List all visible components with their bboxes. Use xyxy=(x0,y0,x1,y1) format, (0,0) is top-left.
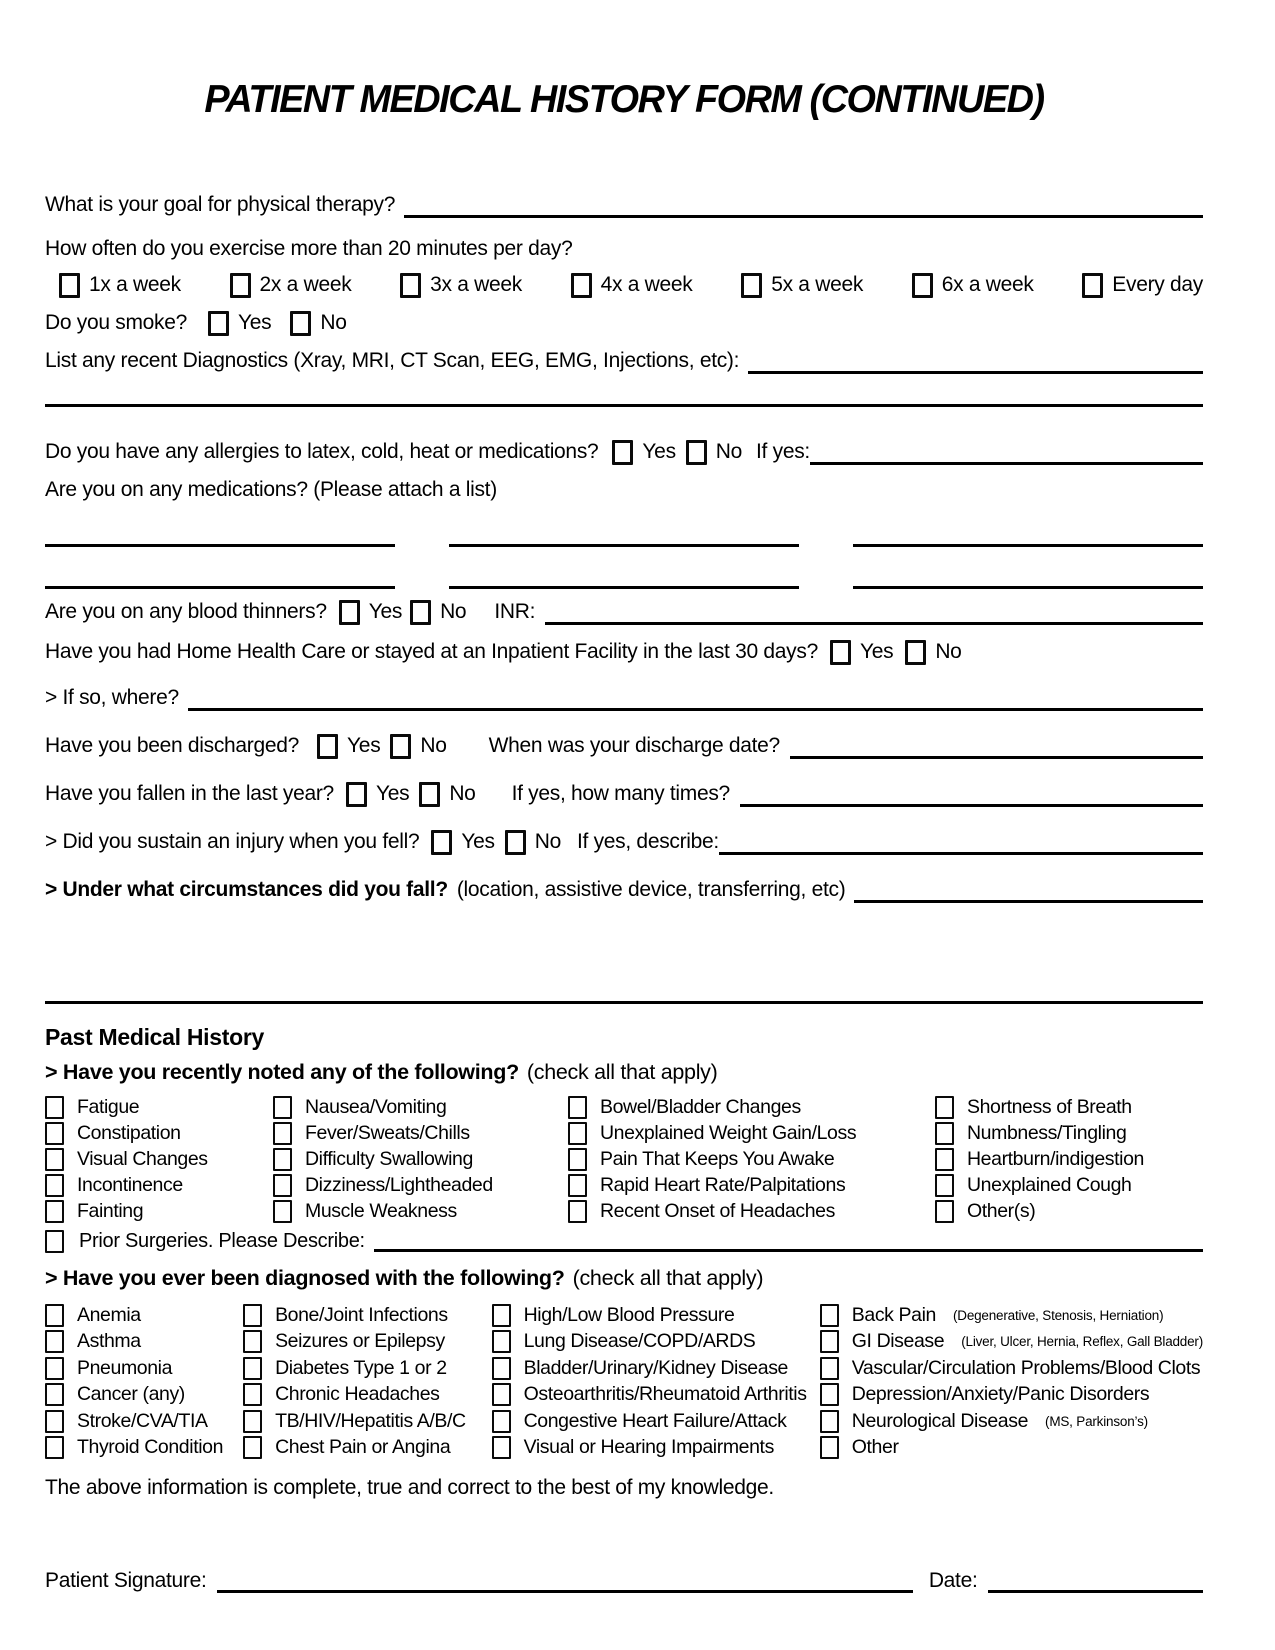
question-blood-thinners-row xyxy=(45,595,1203,629)
noted-question-row xyxy=(45,1056,1203,1088)
option-label: 4x a week xyxy=(600,273,693,296)
yes-label: Yes xyxy=(461,830,495,853)
fallen-times-label: If yes, how many times? xyxy=(511,782,730,805)
yes-label: Yes xyxy=(238,311,272,334)
question-allergies-row xyxy=(45,435,1203,469)
checkbox-thyroid-condition[interactable] xyxy=(45,1436,64,1459)
checkbox-every-day[interactable] xyxy=(1082,273,1103,298)
checkbox-injury-yes[interactable] xyxy=(431,830,452,855)
diagnosed-question-row xyxy=(45,1262,1203,1294)
checklist-item-label: Anemia xyxy=(77,1303,141,1326)
checklist-item-label: Other(s) xyxy=(967,1199,1036,1222)
checkbox-difficulty-swallowing[interactable] xyxy=(273,1148,292,1171)
question-goal-row xyxy=(45,188,1203,222)
checkbox-home-health-yes[interactable] xyxy=(830,640,851,665)
checkbox-fallen-no[interactable] xyxy=(419,782,440,807)
checklist-item xyxy=(45,1198,273,1224)
checklist-item xyxy=(45,1302,243,1329)
no-label: No xyxy=(420,734,447,757)
signature-label: Patient Signature: xyxy=(45,1569,207,1592)
exercise-options-row xyxy=(45,268,1203,302)
question-if-so-where-label: > If so, where? xyxy=(45,686,179,709)
checklist-item xyxy=(492,1382,820,1409)
checklist-item-label: Diabetes Type 1 or 2 xyxy=(275,1356,447,1379)
checklist-item-label: Fatigue xyxy=(77,1095,140,1118)
checklist-item-label: Unexplained Cough xyxy=(967,1173,1132,1196)
checkbox-incontinence[interactable] xyxy=(45,1174,64,1197)
if-so-where-entry-line[interactable] xyxy=(188,685,1203,711)
checkbox-pneumonia[interactable] xyxy=(45,1357,64,1380)
checkbox-shortness-of-breath[interactable] xyxy=(935,1096,954,1119)
checklist-item xyxy=(243,1302,492,1329)
checkbox-depression-anxiety[interactable] xyxy=(820,1383,839,1406)
checklist-item-label: Chest Pain or Angina xyxy=(275,1436,451,1459)
checkbox-discharged-yes[interactable] xyxy=(317,734,338,759)
attestation-row xyxy=(45,1471,1203,1505)
checklist-item xyxy=(45,1120,273,1146)
noted-question-hint: (check all that apply) xyxy=(526,1059,718,1084)
checklist-item xyxy=(820,1355,1203,1382)
checklist-item-label: High/Low Blood Pressure xyxy=(523,1303,735,1326)
checkbox-visual-changes[interactable] xyxy=(45,1148,64,1171)
checkbox-osteoarthritis-rheumatoid[interactable] xyxy=(492,1383,511,1406)
blood-thinners-yes-option xyxy=(339,600,402,625)
question-blood-thinners-label: Are you on any blood thinners? xyxy=(45,600,327,623)
checkbox-stroke-cva-tia[interactable] xyxy=(45,1410,64,1433)
noted-column-2 xyxy=(273,1094,568,1224)
fallen-yes-option xyxy=(346,782,409,807)
checkbox-nausea-vomiting[interactable] xyxy=(273,1096,292,1119)
checklist-item-label: Congestive Heart Failure/Attack xyxy=(523,1409,787,1432)
checklist-item xyxy=(45,1435,243,1462)
checklist-item xyxy=(243,1382,492,1409)
date-entry-line[interactable] xyxy=(988,1563,1203,1593)
checklist-item xyxy=(45,1355,243,1382)
medication-entry-line[interactable] xyxy=(449,517,799,547)
question-smoke-label: Do you smoke? xyxy=(45,311,188,334)
option-label: Every day xyxy=(1112,273,1203,296)
prior-surgeries-row xyxy=(45,1226,1203,1256)
checkbox-prior-surgeries[interactable] xyxy=(45,1230,64,1253)
question-medications-label: Are you on any medications? (Please attach a list) xyxy=(45,478,497,501)
question-allergies-label: Do you have any allergies to latex, cold, heat or medications? xyxy=(45,440,599,463)
noted-checklist xyxy=(45,1094,1203,1224)
checkbox-chronic-headaches[interactable] xyxy=(243,1383,262,1406)
diagnosed-column-1 xyxy=(45,1302,243,1461)
yes-label: Yes xyxy=(642,440,676,463)
checkbox-home-health-no[interactable] xyxy=(905,640,926,665)
checklist-item xyxy=(492,1302,820,1329)
circumstances-entry-line[interactable] xyxy=(854,877,1203,903)
allergies-yes-option xyxy=(612,440,675,465)
checklist-item-detail: (MS, Parkinson’s) xyxy=(1045,1413,1148,1429)
no-label: No xyxy=(440,600,467,623)
checklist-item-label: Thyroid Condition xyxy=(77,1436,224,1459)
signature-row xyxy=(45,1553,1203,1593)
checkbox-heartburn-indigestion[interactable] xyxy=(935,1148,954,1171)
checklist-item-label: Other xyxy=(851,1436,899,1459)
checklist-item xyxy=(568,1198,935,1224)
checklist-item-label: Chronic Headaches xyxy=(275,1383,440,1406)
checklist-item-label: Rapid Heart Rate/Palpitations xyxy=(600,1173,846,1196)
checklist-item-label: Bowel/Bladder Changes xyxy=(600,1095,801,1118)
checklist-item-label: Shortness of Breath xyxy=(967,1095,1132,1118)
discharge-date-label: When was your discharge date? xyxy=(488,734,780,757)
option-label: 5x a week xyxy=(771,273,864,296)
checklist-item-label: Depression/Anxiety/Panic Disorders xyxy=(851,1383,1150,1406)
checklist-item-label: Cancer (any) xyxy=(77,1383,185,1406)
checklist-item xyxy=(568,1146,935,1172)
checkbox-discharged-no[interactable] xyxy=(390,734,411,759)
exercise-option-everyday xyxy=(1082,273,1203,298)
checklist-item-detail: (Degenerative, Stenosis, Herniation) xyxy=(952,1307,1164,1323)
checkbox-recent-headaches[interactable] xyxy=(568,1200,587,1223)
question-exercise-row xyxy=(45,232,1203,266)
checklist-item xyxy=(820,1329,1203,1356)
checklist-item-label: Numbness/Tingling xyxy=(967,1121,1127,1144)
checklist-item-label: Pneumonia xyxy=(77,1356,173,1379)
checkbox-fever-sweats-chills[interactable] xyxy=(273,1122,292,1145)
question-circumstances-label: > Under what circumstances did you fall? xyxy=(45,878,448,901)
checkbox-fallen-yes[interactable] xyxy=(346,782,367,807)
noted-column-3 xyxy=(568,1094,935,1224)
question-home-health-label: Have you had Home Health Care or stayed at an Inpatient Facility in the last 30 days? xyxy=(45,640,818,663)
checkbox-3x-a-week[interactable] xyxy=(400,273,421,298)
inr-entry-line[interactable] xyxy=(545,599,1203,625)
checkbox-1x-a-week[interactable] xyxy=(59,273,80,298)
discharged-no-option xyxy=(390,734,446,759)
checklist-item xyxy=(492,1329,820,1356)
exercise-option-5x xyxy=(741,273,863,298)
checkbox-lung-disease[interactable] xyxy=(492,1330,511,1353)
checklist-item xyxy=(492,1435,820,1462)
checkbox-2x-a-week[interactable] xyxy=(230,273,251,298)
diagnosed-column-2 xyxy=(243,1302,492,1461)
checkbox-back-pain[interactable] xyxy=(820,1304,839,1327)
option-label: 2x a week xyxy=(259,273,352,296)
checklist-item-label: Neurological Disease xyxy=(851,1409,1029,1432)
checklist-item-label: Bone/Joint Infections xyxy=(275,1303,448,1326)
checklist-item xyxy=(273,1094,568,1120)
medication-entry-line[interactable] xyxy=(853,559,1203,589)
checklist-item-label: Osteoarthritis/Rheumatoid Arthritis xyxy=(523,1383,807,1406)
injury-describe-entry-line[interactable] xyxy=(719,829,1203,855)
checklist-item-label: Nausea/Vomiting xyxy=(305,1095,447,1118)
question-discharged-label: Have you been discharged? xyxy=(45,734,300,757)
checklist-item xyxy=(243,1435,492,1462)
yes-label: Yes xyxy=(368,600,403,623)
exercise-option-3x xyxy=(400,273,522,298)
checkbox-fatigue[interactable] xyxy=(45,1096,64,1119)
medication-entry-line[interactable] xyxy=(853,517,1203,547)
checkbox-vascular-circulation[interactable] xyxy=(820,1357,839,1380)
blood-thinners-no-option xyxy=(410,600,466,625)
no-label: No xyxy=(935,640,962,663)
medication-entry-line[interactable] xyxy=(449,559,799,589)
page-title: PATIENT MEDICAL HISTORY FORM (CONTINUED) xyxy=(204,78,1044,121)
checkbox-unexplained-weight-gain-loss[interactable] xyxy=(568,1122,587,1145)
checklist-item xyxy=(820,1435,1203,1462)
circumstances-continuation-line[interactable] xyxy=(45,1001,1203,1004)
checklist-item xyxy=(492,1355,820,1382)
checkbox-tb-hiv-hepatitis[interactable] xyxy=(243,1410,262,1433)
discharge-date-entry-line[interactable] xyxy=(790,733,1203,759)
no-label: No xyxy=(715,440,743,463)
discharged-yes-option xyxy=(317,734,380,759)
checklist-item-label: Stroke/CVA/TIA xyxy=(77,1409,208,1432)
checklist-item-label: Incontinence xyxy=(77,1173,183,1196)
fallen-times-entry-line[interactable] xyxy=(740,781,1203,807)
circumstances-hint: (location, assistive device, transferring, etc) xyxy=(456,878,846,901)
checklist-item xyxy=(935,1094,1203,1120)
checklist-item-label: Fainting xyxy=(77,1199,144,1222)
checklist-item xyxy=(273,1146,568,1172)
question-fallen-label: Have you fallen in the last year? xyxy=(45,782,334,805)
question-discharged-row xyxy=(45,729,1203,763)
no-label: No xyxy=(534,830,561,853)
checkbox-5x-a-week[interactable] xyxy=(741,273,762,298)
checklist-item-label: GI Disease xyxy=(851,1330,945,1353)
checklist-item-label: Dizziness/Lightheaded xyxy=(305,1173,493,1196)
checkbox-allergies-no[interactable] xyxy=(686,440,707,465)
checkbox-congestive-heart-failure[interactable] xyxy=(492,1410,511,1433)
question-smoke-row xyxy=(45,306,1203,340)
checkbox-asthma[interactable] xyxy=(45,1330,64,1353)
signature-entry-line[interactable] xyxy=(217,1563,913,1593)
exercise-option-1x xyxy=(59,273,181,298)
question-medications-row xyxy=(45,473,1203,507)
checkbox-cancer[interactable] xyxy=(45,1383,64,1406)
no-label: No xyxy=(449,782,476,805)
injury-describe-label: If yes, describe: xyxy=(576,830,719,853)
checkbox-rapid-heart-rate[interactable] xyxy=(568,1174,587,1197)
checkbox-smoke-yes[interactable] xyxy=(208,311,229,336)
checklist-item xyxy=(935,1120,1203,1146)
checklist-item-label: Muscle Weakness xyxy=(305,1199,457,1222)
home-health-yes-option xyxy=(830,640,893,665)
checkbox-chest-pain-angina[interactable] xyxy=(243,1436,262,1459)
medication-lines-row-1 xyxy=(45,513,1203,547)
checkbox-muscle-weakness[interactable] xyxy=(273,1200,292,1223)
checklist-item-label: Constipation xyxy=(77,1121,181,1144)
no-label: No xyxy=(320,311,347,334)
checklist-item xyxy=(45,1146,273,1172)
yes-label: Yes xyxy=(375,782,410,805)
checkbox-blood-pressure[interactable] xyxy=(492,1304,511,1327)
injury-no-option xyxy=(505,830,561,855)
checklist-item-label: Back Pain xyxy=(851,1303,936,1326)
checkbox-gi-disease[interactable] xyxy=(820,1330,839,1353)
checklist-item-label: TB/HIV/Hepatitis A/B/C xyxy=(275,1409,466,1432)
diagnostics-continuation-line[interactable] xyxy=(45,404,1203,407)
checkbox-smoke-no[interactable] xyxy=(290,311,311,336)
noted-column-1 xyxy=(45,1094,273,1224)
checklist-item xyxy=(273,1120,568,1146)
checklist-item xyxy=(568,1120,935,1146)
checklist-item-label: Unexplained Weight Gain/Loss xyxy=(600,1121,857,1144)
allergies-if-yes-label: If yes: xyxy=(756,440,810,463)
checklist-item xyxy=(820,1382,1203,1409)
yes-label: Yes xyxy=(347,734,381,757)
checkbox-pain-keeps-awake[interactable] xyxy=(568,1148,587,1171)
medication-entry-line[interactable] xyxy=(45,517,395,547)
exercise-option-2x xyxy=(230,273,352,298)
prior-surgeries-entry-line[interactable] xyxy=(374,1230,1203,1252)
diagnosed-question-hint: (check all that apply) xyxy=(572,1265,764,1290)
checkbox-numbness-tingling[interactable] xyxy=(935,1122,954,1145)
checkbox-injury-no[interactable] xyxy=(505,830,526,855)
checkbox-blood-thinners-yes[interactable] xyxy=(339,600,360,625)
inr-label: INR: xyxy=(494,600,536,623)
checkbox-visual-hearing-impairments[interactable] xyxy=(492,1436,511,1459)
question-injury-label: > Did you sustain an injury when you fell? xyxy=(45,830,420,853)
medication-lines-row-2 xyxy=(45,555,1203,589)
checkbox-bladder-urinary-kidney[interactable] xyxy=(492,1357,511,1380)
checkbox-bone-joint-infections[interactable] xyxy=(243,1304,262,1327)
injury-yes-option xyxy=(431,830,494,855)
fallen-no-option xyxy=(419,782,475,807)
goal-entry-line[interactable] xyxy=(404,192,1203,218)
diagnosed-column-3 xyxy=(492,1302,820,1461)
exercise-option-4x xyxy=(571,273,693,298)
checklist-item-label: Visual or Hearing Impairments xyxy=(523,1436,774,1459)
checklist-item-label: Bladder/Urinary/Kidney Disease xyxy=(523,1356,788,1379)
question-home-health-row xyxy=(45,635,1203,669)
checklist-item xyxy=(820,1408,1203,1435)
exercise-option-6x xyxy=(912,273,1034,298)
checklist-item-label: Asthma xyxy=(77,1330,141,1353)
checkbox-neurological-disease[interactable] xyxy=(820,1410,839,1433)
question-goal-label: What is your goal for physical therapy? xyxy=(45,193,396,216)
option-label: 3x a week xyxy=(430,273,522,296)
checkbox-blood-thinners-no[interactable] xyxy=(410,600,431,625)
question-if-so-where-row xyxy=(45,681,1203,715)
checklist-item-label: Visual Changes xyxy=(77,1147,208,1170)
checklist-item-label: Seizures or Epilepsy xyxy=(275,1330,445,1353)
checklist-item xyxy=(45,1408,243,1435)
pmh-heading: Past Medical History xyxy=(45,1023,264,1050)
allergies-no-option xyxy=(686,440,742,465)
attestation-text: The above information is complete, true and correct to the best of my knowledge. xyxy=(45,1476,774,1499)
question-diagnostics-row xyxy=(45,344,1203,378)
checklist-item xyxy=(243,1408,492,1435)
checklist-item-label: Heartburn/indigestion xyxy=(967,1147,1144,1170)
option-label: 1x a week xyxy=(89,273,181,296)
yes-label: Yes xyxy=(859,640,894,663)
checklist-item xyxy=(273,1172,568,1198)
checkbox-dizziness-lightheaded[interactable] xyxy=(273,1174,292,1197)
date-label: Date: xyxy=(928,1569,978,1592)
home-health-no-option xyxy=(905,640,961,665)
checklist-item xyxy=(45,1382,243,1409)
allergies-entry-line[interactable] xyxy=(810,439,1203,465)
diagnostics-entry-line[interactable] xyxy=(748,348,1203,374)
checklist-item xyxy=(243,1355,492,1382)
checkbox-4x-a-week[interactable] xyxy=(571,273,592,298)
option-label: 6x a week xyxy=(941,273,1034,296)
checklist-item-label: Difficulty Swallowing xyxy=(305,1147,473,1170)
checklist-item xyxy=(935,1198,1203,1224)
checkbox-6x-a-week[interactable] xyxy=(912,273,933,298)
checkbox-anemia[interactable] xyxy=(45,1304,64,1327)
question-injury-row xyxy=(45,825,1203,859)
checkbox-others[interactable] xyxy=(935,1200,954,1223)
smoke-yes-option xyxy=(208,311,271,336)
checklist-item-label: Recent Onset of Headaches xyxy=(600,1199,835,1222)
diagnosed-question-label: > Have you ever been diagnosed with the following? xyxy=(45,1265,565,1290)
checklist-item xyxy=(935,1172,1203,1198)
smoke-no-option xyxy=(290,311,346,336)
checklist-item xyxy=(568,1172,935,1198)
checklist-item xyxy=(273,1198,568,1224)
checklist-item-label: Fever/Sweats/Chills xyxy=(305,1121,470,1144)
checklist-item xyxy=(568,1094,935,1120)
question-exercise-label: How often do you exercise more than 20 minutes per day? xyxy=(45,237,573,260)
diagnosed-checklist xyxy=(45,1302,1203,1461)
checkbox-diabetes[interactable] xyxy=(243,1357,262,1380)
checklist-item xyxy=(820,1302,1203,1329)
checkbox-other[interactable] xyxy=(820,1436,839,1459)
question-circumstances-row xyxy=(45,873,1203,907)
checklist-item xyxy=(935,1146,1203,1172)
checkbox-bowel-bladder-changes[interactable] xyxy=(568,1096,587,1119)
checkbox-constipation[interactable] xyxy=(45,1122,64,1145)
checklist-item-label: Lung Disease/COPD/ARDS xyxy=(523,1330,756,1353)
question-fallen-row xyxy=(45,777,1203,811)
checkbox-fainting[interactable] xyxy=(45,1200,64,1223)
checklist-item-detail: (Liver, Ulcer, Hernia, Reflex, Gall Bladder) xyxy=(961,1334,1204,1350)
question-diagnostics-label: List any recent Diagnostics (Xray, MRI, CT Scan, EEG, EMG, Injections, etc): xyxy=(45,349,740,372)
noted-column-4 xyxy=(935,1094,1203,1224)
checklist-item xyxy=(243,1329,492,1356)
checklist-item-label: Pain That Keeps You Awake xyxy=(600,1147,835,1170)
checklist-item xyxy=(45,1329,243,1356)
noted-question-label: > Have you recently noted any of the following? xyxy=(45,1059,519,1084)
checklist-item xyxy=(45,1172,273,1198)
diagnosed-column-4 xyxy=(820,1302,1203,1461)
checklist-item xyxy=(45,1094,273,1120)
checklist-item-label: Vascular/Circulation Problems/Blood Clots xyxy=(851,1356,1201,1379)
checkbox-unexplained-cough[interactable] xyxy=(935,1174,954,1197)
prior-surgeries-label: Prior Surgeries. Please Describe: xyxy=(79,1229,365,1252)
checkbox-allergies-yes[interactable] xyxy=(612,440,633,465)
medication-entry-line[interactable] xyxy=(45,559,395,589)
checkbox-seizures-epilepsy[interactable] xyxy=(243,1330,262,1353)
checklist-item xyxy=(492,1408,820,1435)
